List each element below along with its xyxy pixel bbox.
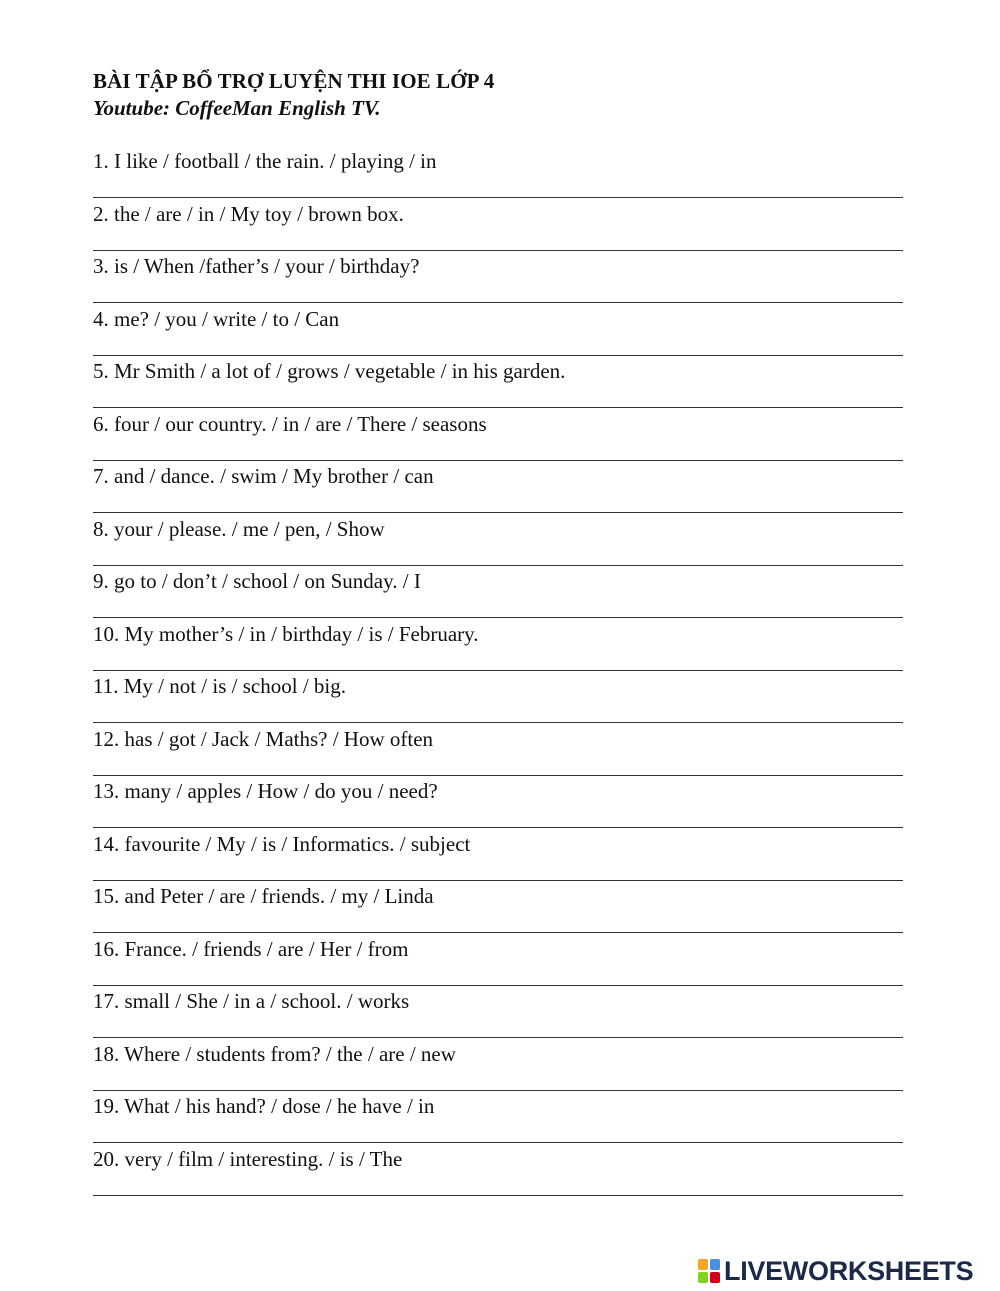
answer-line[interactable]	[93, 617, 903, 618]
answer-line[interactable]	[93, 670, 903, 671]
exercise-item	[93, 883, 905, 936]
answer-line[interactable]	[93, 460, 903, 461]
logo-square	[698, 1272, 708, 1283]
exercise-prompt: 2. the / are / in / My toy / brown box.	[93, 201, 404, 226]
answer-line[interactable]	[93, 1090, 903, 1091]
worksheet-title: BÀI TẬP BỔ TRỢ LUYỆN THI IOE LỚP 4	[93, 69, 495, 93]
worksheet-subtitle: Youtube: CoffeeMan English TV.	[93, 96, 381, 120]
exercise-prompt: 10. My mother’s / in / birthday / is / February.	[93, 621, 479, 646]
exercise-item	[93, 621, 905, 674]
exercise-prompt: 7. and / dance. / swim / My brother / can	[93, 464, 434, 488]
exercise-prompt: 15. and Peter / are / friends. / my / Linda	[93, 884, 434, 908]
answer-line[interactable]	[93, 407, 903, 408]
answer-line[interactable]	[93, 722, 903, 723]
logo-square	[710, 1259, 720, 1270]
exercise-prompt: 14. favourite / My / is / Informatics. / subject	[93, 831, 471, 856]
answer-line[interactable]	[93, 302, 903, 303]
exercise-item	[93, 568, 905, 621]
answer-line[interactable]	[93, 1142, 903, 1143]
exercise-prompt: 12. has / got / Jack / Maths? / How often	[93, 726, 434, 751]
liveworksheets-logo-icon	[697, 1258, 721, 1284]
exercise-item	[93, 1041, 905, 1094]
liveworksheets-logo	[697, 1256, 973, 1286]
exercise-prompt: 18. Where / students from? / the / are / new	[93, 1041, 456, 1066]
exercise-prompt: 20. very / film / interesting. / is / The	[93, 1146, 403, 1171]
exercise-item	[93, 148, 905, 201]
exercise-prompt: 5. Mr Smith / a lot of / grows / vegetable / in his garden.	[93, 359, 566, 383]
answer-line[interactable]	[93, 197, 903, 198]
exercise-item	[93, 463, 905, 516]
logo-text: LIVEWORKSHEETS	[724, 1255, 974, 1286]
exercise-item	[93, 936, 905, 989]
exercise-item	[93, 778, 905, 831]
exercise-item	[93, 831, 905, 884]
answer-line[interactable]	[93, 1037, 903, 1038]
exercise-list	[93, 148, 905, 1198]
answer-line[interactable]	[93, 932, 903, 933]
answer-line[interactable]	[93, 880, 903, 881]
exercise-prompt: 16. France. / friends / are / Her / from	[93, 936, 409, 961]
exercise-item	[93, 1146, 905, 1199]
exercise-prompt: 3. is / When /father’s / your / birthday?	[93, 254, 420, 278]
exercise-item	[93, 988, 905, 1041]
exercise-item	[93, 726, 905, 779]
exercise-item	[93, 516, 905, 569]
exercise-item	[93, 673, 905, 726]
exercise-prompt: 8. your / please. / me / pen, / Show	[93, 516, 385, 541]
exercise-item	[93, 411, 905, 464]
answer-line[interactable]	[93, 775, 903, 776]
answer-line[interactable]	[93, 1195, 903, 1196]
answer-line[interactable]	[93, 250, 903, 251]
exercise-prompt: 11. My / not / is / school / big.	[93, 674, 346, 698]
exercise-prompt: 1. I like / football / the rain. / playing / in	[93, 149, 437, 173]
exercise-prompt: 17. small / She / in a / school. / works	[93, 989, 410, 1013]
exercise-prompt: 13. many / apples / How / do you / need?	[93, 779, 438, 803]
exercise-item	[93, 201, 905, 254]
answer-line[interactable]	[93, 565, 903, 566]
answer-line[interactable]	[93, 512, 903, 513]
exercise-prompt: 6. four / our country. / in / are / There / seasons	[93, 411, 487, 436]
exercise-prompt: 9. go to / don’t / school / on Sunday. / I	[93, 569, 421, 593]
answer-line[interactable]	[93, 985, 903, 986]
exercise-item	[93, 253, 905, 306]
exercise-prompt: 4. me? / you / write / to / Can	[93, 306, 340, 331]
answer-line[interactable]	[93, 827, 903, 828]
exercise-item	[93, 358, 905, 411]
exercise-item	[93, 306, 905, 359]
exercise-prompt: 19. What / his hand? / dose / he have / in	[93, 1094, 435, 1118]
logo-square	[698, 1259, 708, 1270]
exercise-item	[93, 1093, 905, 1146]
logo-square	[710, 1272, 720, 1283]
answer-line[interactable]	[93, 355, 903, 356]
